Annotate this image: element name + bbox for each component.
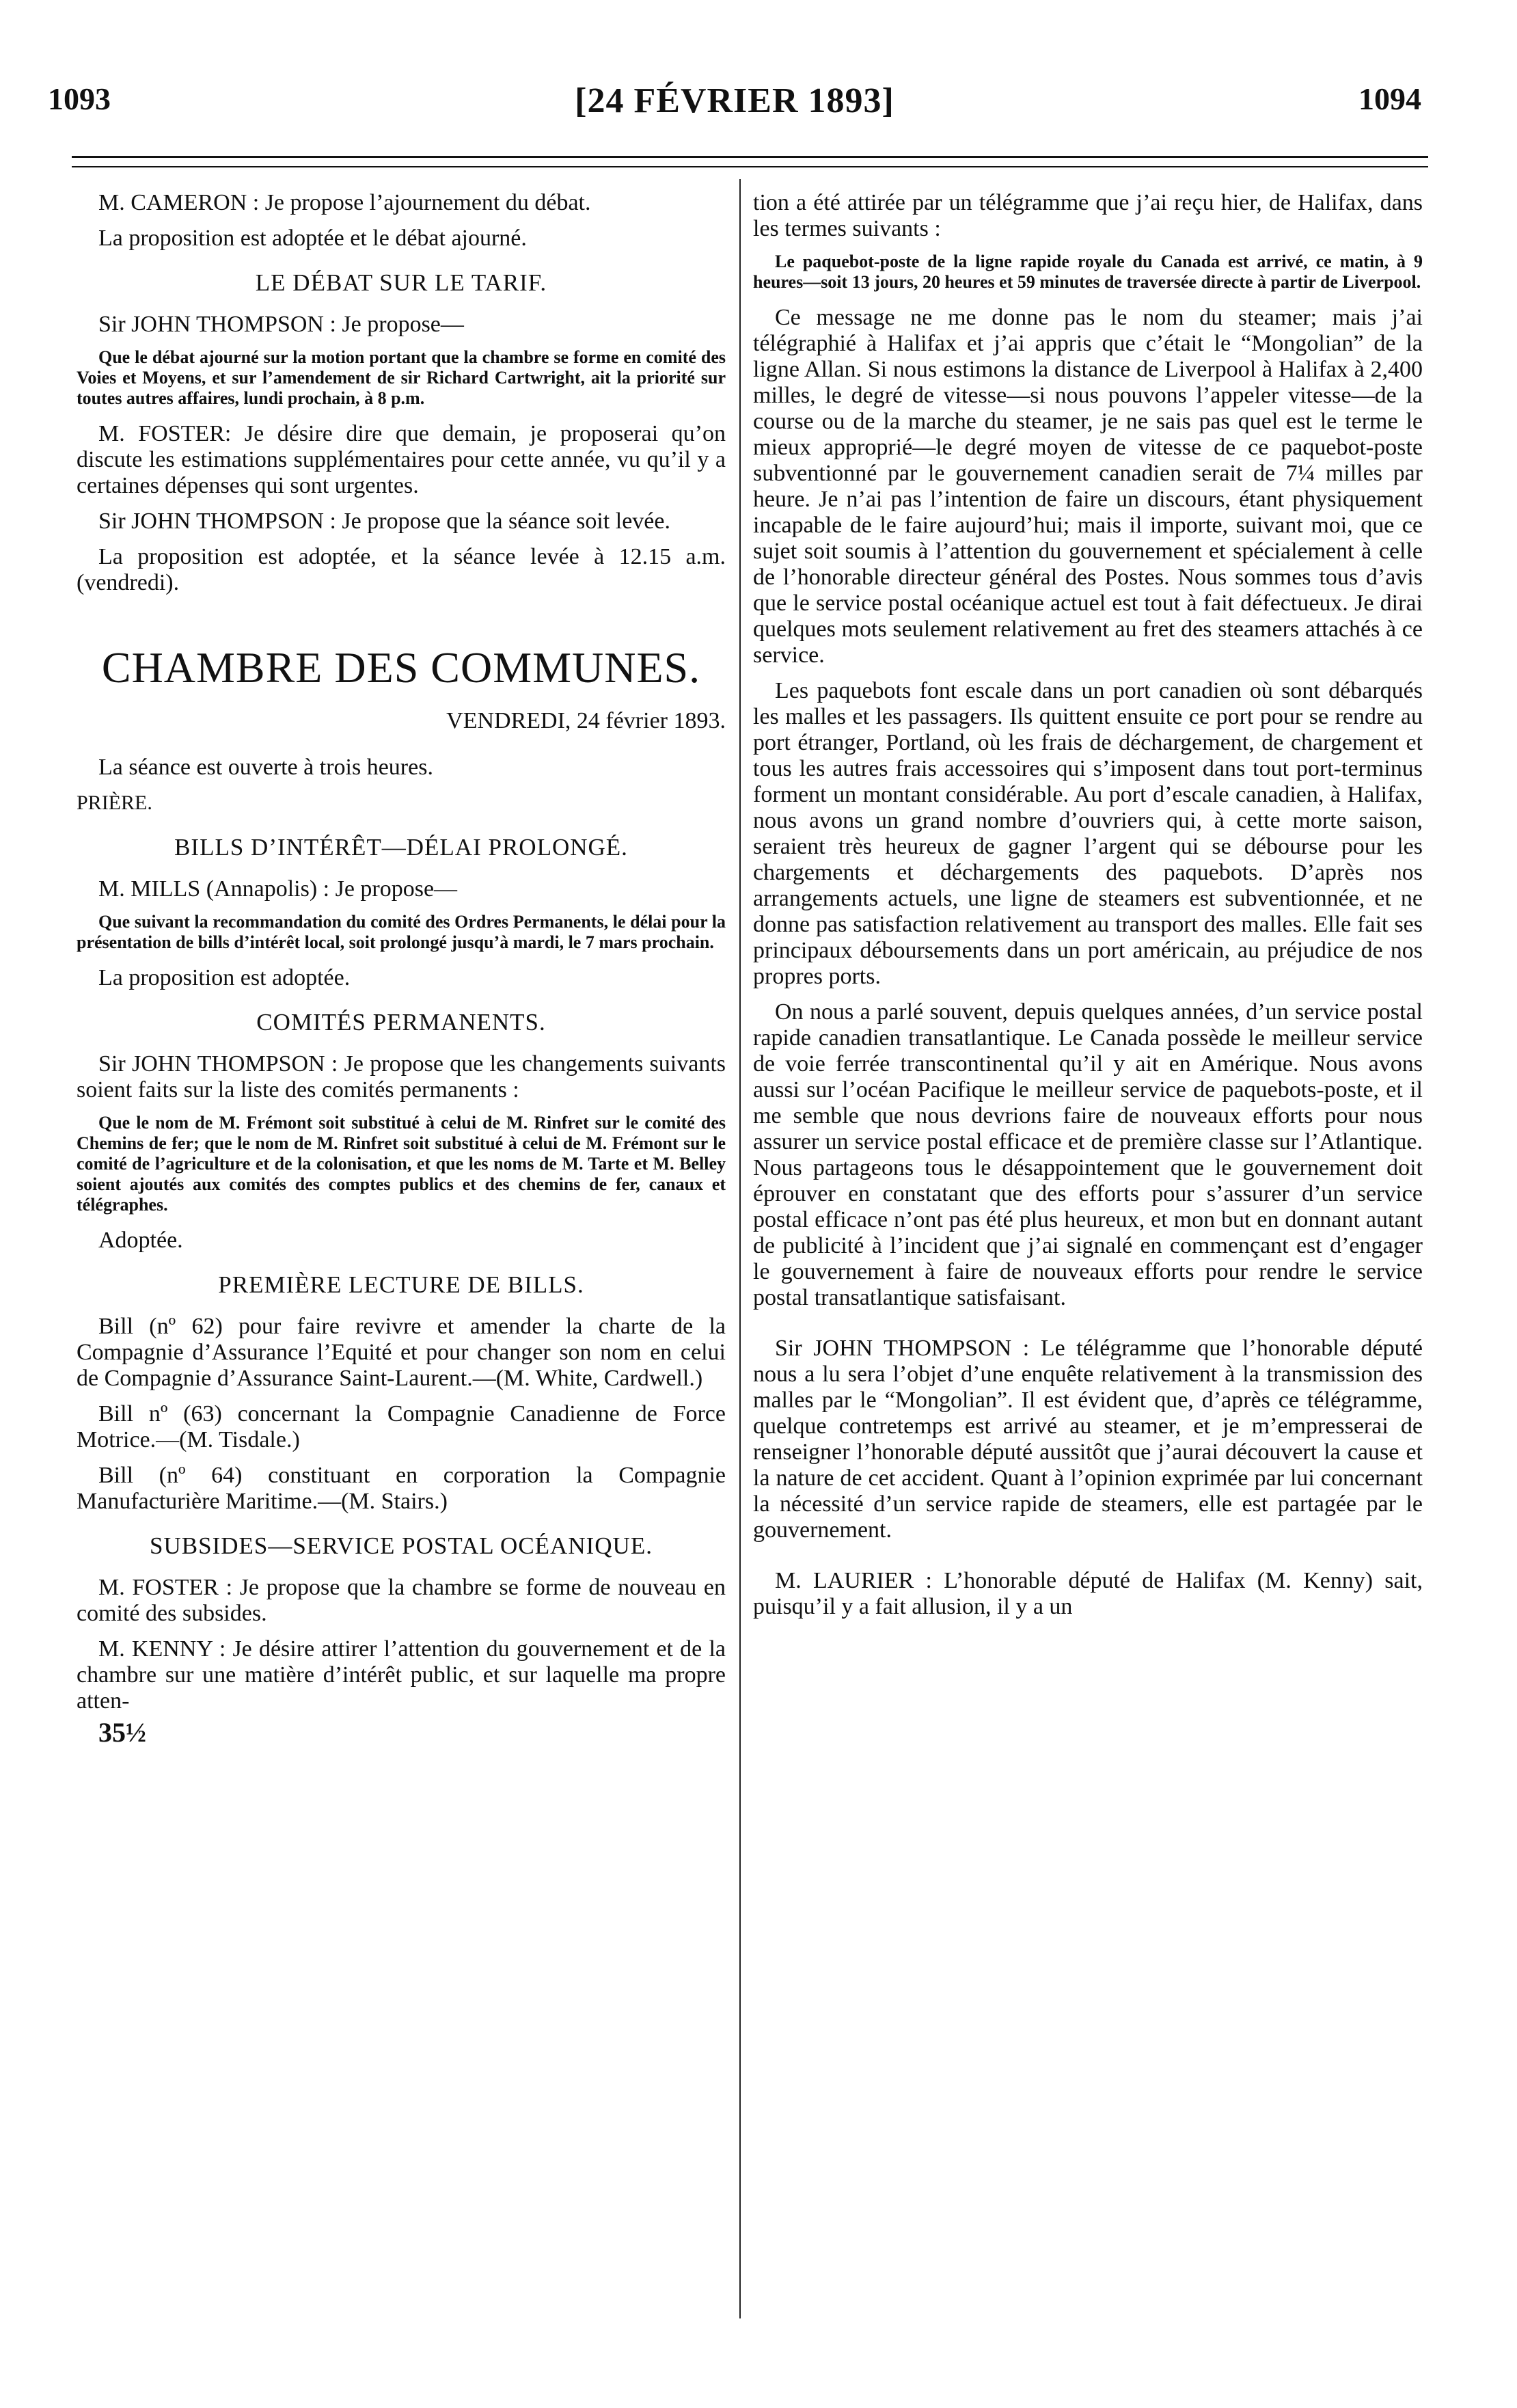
motion-text: Que le nom de M. Frémont soit substitué à celui de M. Rinfret sur le comité des Chemins de fer; que le nom de M. Rinfret soit substitué à celui de M. Frémont sur le comité de l’agriculture et de la colonisation, et que les noms de M. Tarte et M. Belley soient ajoutés aux comités des comptes publics et des chemins de fer, canaux et télégraphes. (77, 1113, 726, 1215)
paragraph: La proposition est adoptée, et la séance levée à 12.15 a.m. (vendredi). (77, 544, 726, 595)
paragraph: Les paquebots font escale dans un port canadien où sont débarqués les malles et les passagers. Ils quittent ensuite ce port pour se rendre au port étranger, Portland, où les frais de déchargement, de chargement et tous les autres frais accessoires qui s’imposent dans tout port-terminus forment un montant considérable. Au port d’escale canadien, à Halifax, nous avons un grand nombre d’ouvriers qui, à cette morte saison, seraient très heureux de gagner l’argent qui se débourse pour les chargements et déchargements des paquebots. D’après nos arrangements actuels, une ligne de steamers est subventionnée, et ne donne pas satisfaction relativement au transport des malles. Elle fait ses principaux déboursements dans un port américain, au préjudice de nos propres ports. (753, 678, 1423, 989)
section-heading: SUBSIDES—SERVICE POSTAL OCÉANIQUE. (150, 1532, 653, 1559)
paragraph: Sir JOHN THOMPSON : Le télégramme que l’honorable député nous a lu sera l’objet d’une enquête relativement à la transmission des malles par le “Mongolian”. Il est évident que, d’après ce télégramme, quelque contretemps est arrivé au steamer, et je m’empresserai de renseigner l’honorable député aussitôt que j’aurai découvert la cause et la nature de cet accident. Quant à l’opinion exprimée par lui concernant la nécessité d’un service rapide de steamers, elle est partagée par le gouvernement. (753, 1336, 1423, 1543)
paragraph: M. LAURIER : L’honorable député de Halifax (M. Kenny) sait, puisqu’il y a fait allusion, il y a un (753, 1568, 1423, 1619)
section-heading: LE DÉBAT SUR LE TARIF. (255, 269, 547, 296)
paragraph: Sir JOHN THOMPSON : Je propose— (98, 312, 464, 337)
motion-text: Que suivant la recommandation du comité des Ordres Permanents, le délai pour la présentation de bills d’intérêt local, soit prolongé jusqu’à mardi, le 7 mars prochain. (77, 912, 726, 952)
paragraph: M. FOSTER : Je propose que la chambre se forme de nouveau en comité des subsides. (77, 1575, 726, 1626)
paragraph: M. CAMERON : Je propose l’ajournement du débat. (98, 190, 591, 215)
paragraph: M. KENNY : Je désire attirer l’attention du gouvernement et de la chambre sur une matière d’intérêt public, et sur laquelle ma propre atten- (77, 1636, 726, 1714)
paragraph: Bill (nº 64) constituant en corporation la Compagnie Manufacturière Maritime.—(M. Stairs.) (77, 1463, 726, 1514)
prayer-label: PRIÈRE. (77, 792, 152, 814)
paragraph: Ce message ne me donne pas le nom du steamer; mais j’ai télégraphié à Halifax et j’ai appris que c’était le “Mongolian” de la ligne Allan. Si nous estimons la distance de Liverpool à Halifax à 2,400 milles, le degré de vitesse—si nous pouvons l’appeler vitesse—de la course ou de la marche du steamer, je ne sais pas quel est le terme le mieux approprié—le degré moyen de vitesse de ce paquebot-poste subventionné par le gouvernement canadien serait de 7¼ milles par heure. Je n’ai pas l’intention de faire un discours, étant physiquement incapable de le faire aujourd’hui; mais il importe, suivant moi, que ce sujet soit soumis à l’attention du gouvernement et spécialement à celle de l’honorable directeur général des Postes. Nous sommes tous d’avis que le service postal océanique actuel est tout à fait défectueux. Je dirai quelques mots seulement relativement au fret des steamers attachés à ce service. (753, 305, 1423, 668)
section-heading: PREMIÈRE LECTURE DE BILLS. (218, 1271, 584, 1298)
paragraph: La proposition est adoptée. (98, 965, 351, 990)
left-page-number: 1093 (48, 81, 111, 116)
left-column (77, 190, 726, 2364)
chamber-heading: CHAMBRE DES COMMUNES. (101, 643, 701, 692)
paragraph: M. FOSTER: Je désire dire que demain, je proposerai qu’on discute les estimations supplémentaires pour cette année, vu qu’il y a certaines dépenses qui sont urgentes. (77, 421, 726, 498)
column-divider (739, 179, 741, 2318)
paragraph: Adoptée. (98, 1228, 183, 1253)
right-column (753, 190, 1423, 2336)
paragraph: La séance est ouverte à trois heures. (98, 755, 433, 780)
right-page-number: 1094 (1358, 81, 1421, 116)
signature-mark: 35½ (98, 1717, 146, 1748)
paragraph: Sir JOHN THOMPSON : Je propose que les changements suivants soient faits sur la liste des comités permanents : (77, 1051, 726, 1102)
paragraph: Bill nº (63) concernant la Compagnie Canadienne de Force Motrice.—(M. Tisdale.) (77, 1401, 726, 1452)
header-rule-top (72, 156, 1428, 158)
paragraph: Bill (nº 62) pour faire revivre et amender la charte de la Compagnie d’Assurance l’Equité et pour changer son nom en celui de Compagnie d’Assurance Saint-Laurent.—(M. White, Cardwell.) (77, 1314, 726, 1391)
sitting-date: VENDREDI, 24 février 1893. (446, 708, 726, 733)
header-rule-bottom (72, 166, 1428, 167)
paragraph: La proposition est adoptée et le débat ajourné. (98, 226, 527, 251)
spacer (753, 1553, 1423, 1568)
paragraph: Sir JOHN THOMPSON : Je propose que la séance soit levée. (98, 509, 670, 534)
page-header (48, 81, 1421, 128)
spacer (753, 1321, 1423, 1336)
paragraph: On nous a parlé souvent, depuis quelques années, d’un service postal rapide canadien transatlantique. Le Canada possède le meilleur service de voie ferrée transcontinental qu’il y ait en Amérique. Nous avons aussi sur l’océan Pacifique le meilleur service de paquebots-poste, et il me semble que nous devrions faire de nouveaux efforts pour nous assurer un service postal efficace et de première classe sur l’Atlantique. Nous partageons tous le désappointement que le gouvernement doit éprouver en constatant que des efforts pour s’assurer d’un service postal efficace n’ont pas été plus heureux, et mon but en donnant autant de publicité à l’incident que j’ai signalé en commençant est d’engager le gouvernement à faire de nouveaux efforts pour rendre le service postal transatlantique satisfaisant. (753, 999, 1423, 1310)
telegram-text: Le paquebot-poste de la ligne rapide royale du Canada est arrivé, ce matin, à 9 heures—soit 13 jours, 20 heures et 59 minutes de traversée directe à partir de Liverpool. (753, 252, 1423, 292)
paragraph: tion a été attirée par un télégramme que j’ai reçu hier, de Halifax, dans les termes suivants : (753, 190, 1423, 241)
page-date-title: [24 FÉVRIER 1893] (575, 81, 894, 120)
paragraph: M. MILLS (Annapolis) : Je propose— (98, 876, 458, 902)
section-heading: BILLS D’INTÉRÊT—DÉLAI PROLONGÉ. (174, 834, 628, 861)
section-heading: COMITÉS PERMANENTS. (256, 1009, 546, 1036)
motion-text: Que le débat ajourné sur la motion portant que la chambre se forme en comité des Voies et Moyens, et sur l’amendement de sir Richard Cartwright, ait la priorité sur toutes autres affaires, lundi prochain, à 8 p.m. (77, 347, 726, 408)
